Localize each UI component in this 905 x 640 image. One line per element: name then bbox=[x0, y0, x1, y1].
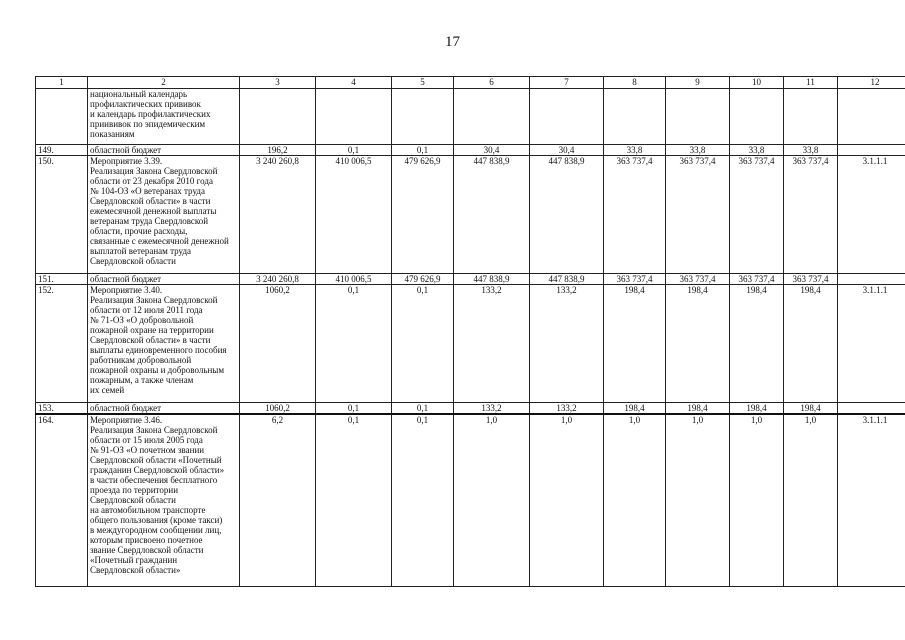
value-cell: 1,0 bbox=[784, 414, 838, 586]
column-header: 4 bbox=[316, 77, 392, 89]
value-cell bbox=[530, 89, 604, 145]
value-cell: 198,4 bbox=[604, 403, 666, 415]
value-cell: 133,2 bbox=[454, 403, 530, 415]
value-cell: 198,4 bbox=[666, 403, 730, 415]
value-cell: 198,4 bbox=[666, 285, 730, 403]
column-header: 12 bbox=[838, 77, 905, 89]
column-header: 10 bbox=[730, 77, 784, 89]
value-cell: 3 240 260,8 bbox=[240, 156, 316, 274]
row-description: областной бюджет bbox=[88, 145, 240, 156]
value-cell: 0,1 bbox=[316, 285, 392, 403]
value-cell: 479 626,9 bbox=[392, 274, 454, 285]
column-header: 9 bbox=[666, 77, 730, 89]
value-cell: 0,1 bbox=[392, 285, 454, 403]
value-cell: 1,0 bbox=[454, 414, 530, 586]
value-cell: 0,1 bbox=[316, 414, 392, 586]
value-cell: 363 737,4 bbox=[604, 156, 666, 274]
program-code: 3.1.1.1 bbox=[838, 156, 905, 274]
value-cell: 0,1 bbox=[392, 145, 454, 156]
value-cell: 30,4 bbox=[530, 145, 604, 156]
value-cell: 410 006,5 bbox=[316, 274, 392, 285]
table-row bbox=[36, 156, 905, 274]
value-cell bbox=[730, 89, 784, 145]
table-row bbox=[36, 285, 905, 403]
row-description: областной бюджет bbox=[88, 274, 240, 285]
value-cell: 447 838,9 bbox=[530, 274, 604, 285]
value-cell: 198,4 bbox=[604, 285, 666, 403]
value-cell: 133,2 bbox=[454, 285, 530, 403]
row-number: 153. bbox=[36, 403, 88, 415]
value-cell: 33,8 bbox=[784, 145, 838, 156]
row-number: 164. bbox=[36, 414, 88, 586]
value-cell bbox=[454, 89, 530, 145]
program-code bbox=[838, 274, 905, 285]
page-number: 17 bbox=[445, 34, 460, 50]
value-cell bbox=[316, 89, 392, 145]
row-description: Мероприятие 3.46. Реализация Закона Свердловской области от 15 июля 2005 года № 91-ОЗ «О почетном звании Свердловской области «Почетный гражданин Свердловской области» в части обеспечения бесплатного проезда по территории Свердловской области на автомобильном транспорте общего пользования (кроме такси) в междугородном сообщении лиц, которым присвоено почетное звание Свердловской области «Почетный гражданин Свердловской области» bbox=[88, 414, 240, 586]
value-cell: 1,0 bbox=[604, 414, 666, 586]
value-cell: 33,8 bbox=[666, 145, 730, 156]
value-cell bbox=[666, 89, 730, 145]
value-cell: 1060,2 bbox=[240, 285, 316, 403]
value-cell: 30,4 bbox=[454, 145, 530, 156]
value-cell: 1,0 bbox=[666, 414, 730, 586]
value-cell: 447 838,9 bbox=[530, 156, 604, 274]
row-description: Мероприятие 3.39. Реализация Закона Свердловской области от 23 декабря 2010 года № 104-ОЗ «О ветеранах труда Свердловской области» в части ежемесячной денежной выплаты ветеранам труда Свердловской области, прочие расходы, связанные с ежемесячной денежной выплатой ветеранам труда Свердловской области bbox=[88, 156, 240, 274]
value-cell: 0,1 bbox=[316, 403, 392, 415]
value-cell: 196,2 bbox=[240, 145, 316, 156]
value-cell: 133,2 bbox=[530, 403, 604, 415]
program-code: 3.1.1.1 bbox=[838, 414, 905, 586]
row-description: национальный календарь профилактических прививок и календарь профилактических приививок по эпидемическим показаниям bbox=[88, 89, 240, 145]
value-cell: 363 737,4 bbox=[730, 156, 784, 274]
program-code bbox=[838, 145, 905, 156]
value-cell: 198,4 bbox=[784, 403, 838, 415]
table-row bbox=[36, 403, 905, 415]
value-cell: 363 737,4 bbox=[666, 274, 730, 285]
row-description: областной бюджет bbox=[88, 403, 240, 415]
value-cell: 363 737,4 bbox=[730, 274, 784, 285]
column-header: 8 bbox=[604, 77, 666, 89]
value-cell: 133,2 bbox=[530, 285, 604, 403]
column-header: 5 bbox=[392, 77, 454, 89]
table-row bbox=[36, 414, 905, 586]
value-cell: 0,1 bbox=[316, 145, 392, 156]
table-row bbox=[36, 274, 905, 285]
header-row bbox=[36, 77, 905, 89]
value-cell: 479 626,9 bbox=[392, 156, 454, 274]
value-cell bbox=[392, 89, 454, 145]
value-cell: 447 838,9 bbox=[454, 274, 530, 285]
row-number: 152. bbox=[36, 285, 88, 403]
value-cell bbox=[784, 89, 838, 145]
value-cell: 198,4 bbox=[730, 403, 784, 415]
value-cell: 198,4 bbox=[784, 285, 838, 403]
program-code bbox=[838, 89, 905, 145]
value-cell: 363 737,4 bbox=[666, 156, 730, 274]
program-code: 3.1.1.1 bbox=[838, 285, 905, 403]
row-number: 151. bbox=[36, 274, 88, 285]
row-number: 150. bbox=[36, 156, 88, 274]
value-cell: 3 240 260,8 bbox=[240, 274, 316, 285]
table-row bbox=[36, 145, 905, 156]
table-row bbox=[36, 89, 905, 145]
program-code bbox=[838, 403, 905, 415]
value-cell bbox=[604, 89, 666, 145]
value-cell: 363 737,4 bbox=[784, 274, 838, 285]
value-cell: 1060,2 bbox=[240, 403, 316, 415]
row-description: Мероприятие 3.40. Реализация Закона Свердловской области от 12 июля 2011 года № 71-ОЗ «О добровольной пожарной охране на территории Свердловской области» в части выплаты единовременного пособия работникам добровольной пожарной охраны и добровольным пожарным, а также членам их семей bbox=[88, 285, 240, 403]
value-cell: 1,0 bbox=[530, 414, 604, 586]
value-cell: 6,2 bbox=[240, 414, 316, 586]
value-cell: 447 838,9 bbox=[454, 156, 530, 274]
budget-table bbox=[35, 76, 905, 587]
column-header: 7 bbox=[530, 77, 604, 89]
value-cell: 33,8 bbox=[730, 145, 784, 156]
column-header: 6 bbox=[454, 77, 530, 89]
column-header: 3 bbox=[240, 77, 316, 89]
value-cell: 0,1 bbox=[392, 403, 454, 415]
row-number bbox=[36, 89, 88, 145]
value-cell: 410 006,5 bbox=[316, 156, 392, 274]
value-cell: 0,1 bbox=[392, 414, 454, 586]
column-header: 2 bbox=[88, 77, 240, 89]
value-cell: 33,8 bbox=[604, 145, 666, 156]
column-header: 1 bbox=[36, 77, 88, 89]
column-header: 11 bbox=[784, 77, 838, 89]
value-cell: 363 737,4 bbox=[784, 156, 838, 274]
value-cell: 1,0 bbox=[730, 414, 784, 586]
value-cell bbox=[240, 89, 316, 145]
value-cell: 363 737,4 bbox=[604, 274, 666, 285]
row-number: 149. bbox=[36, 145, 88, 156]
value-cell: 198,4 bbox=[730, 285, 784, 403]
